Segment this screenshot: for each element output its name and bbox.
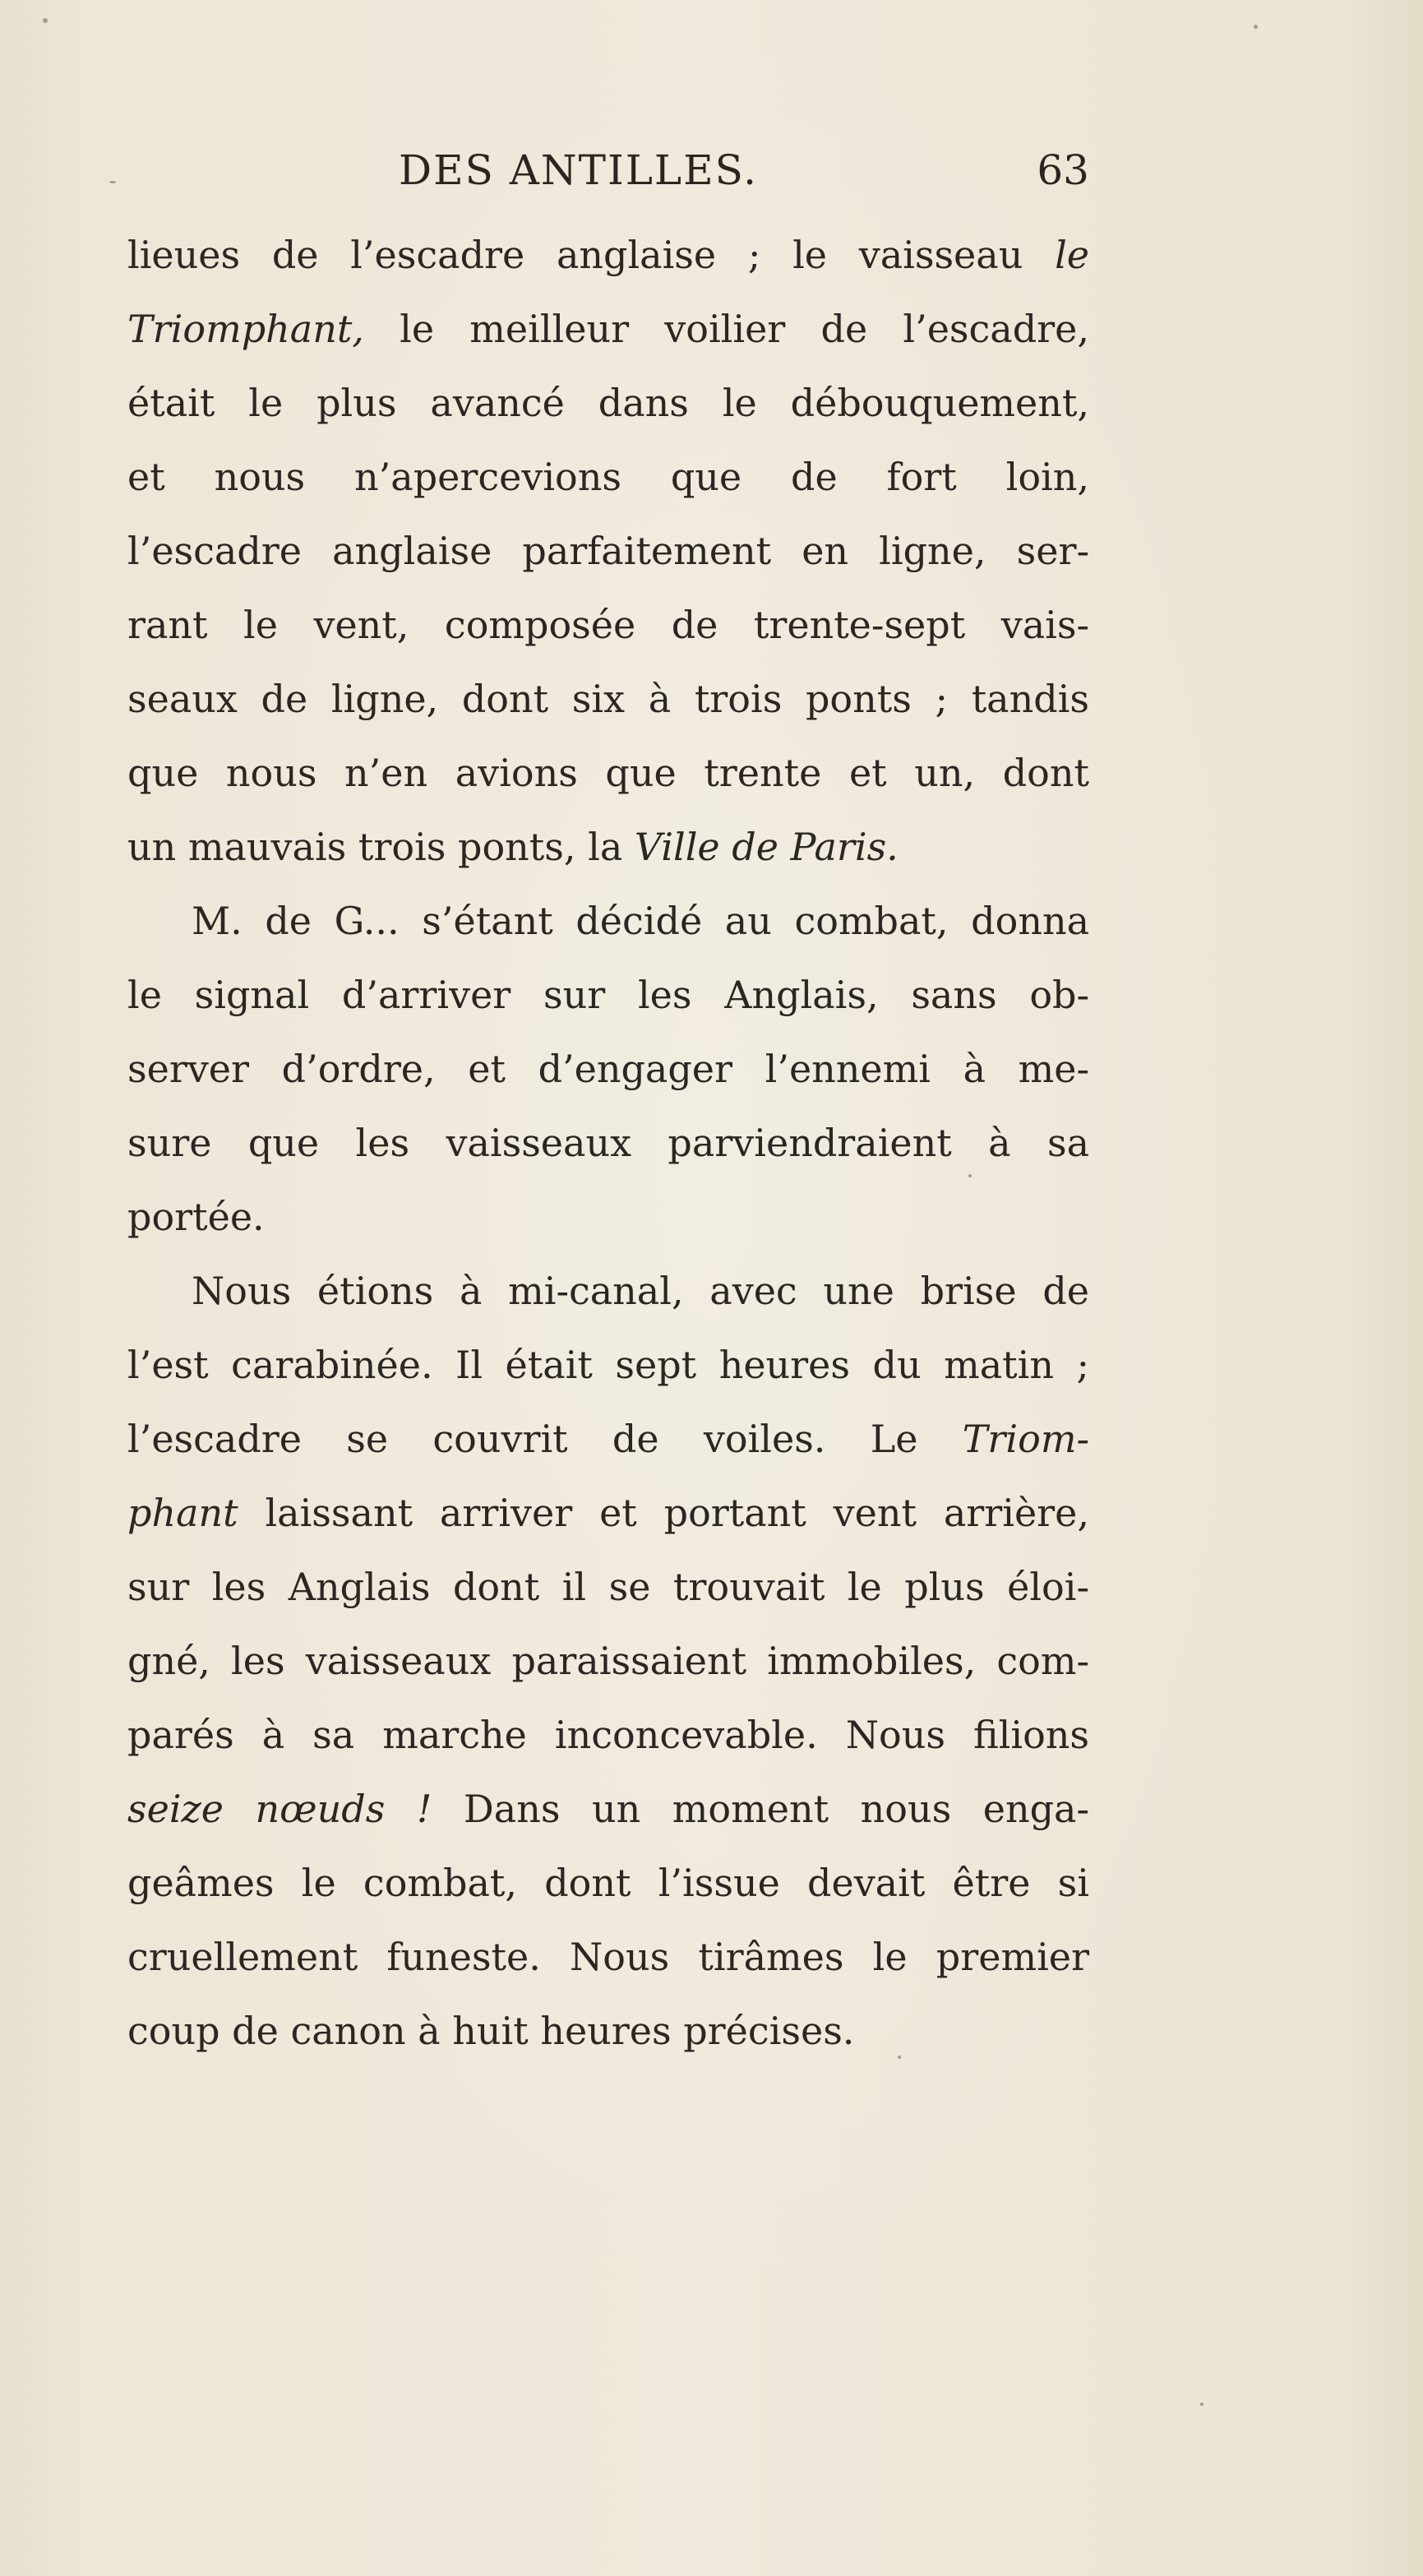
text-segment: cruellement funeste. Nous tirâmes le premier (127, 1935, 1089, 1979)
text-segment: portée. (127, 1195, 265, 1239)
text-line (127, 1476, 1089, 1550)
text-line (127, 588, 1089, 662)
page-header (127, 146, 1089, 212)
body-text (127, 218, 1089, 2068)
text-line (127, 1994, 1089, 2068)
text-segment: sur les Anglais dont il se trouvait le plus éloi- (127, 1565, 1089, 1609)
text-segment: le meilleur voilier de l’escadre, (363, 307, 1089, 351)
text-line (127, 1106, 1089, 1180)
text-segment: était le plus avancé dans le débouquement, (127, 381, 1089, 425)
text-segment: geâmes le combat, dont l’issue devait être si (127, 1861, 1089, 1905)
text-line (127, 736, 1089, 810)
text-line (127, 514, 1089, 588)
italic-segment: Ville de Paris. (634, 825, 899, 869)
text-segment: rant le vent, composée de trente-sept vais- (127, 603, 1089, 647)
text-line (127, 810, 1089, 884)
text-line (127, 1328, 1089, 1402)
text-segment: Dans un moment nous enga- (432, 1787, 1089, 1831)
text-segment: laissant arriver et portant vent arrière, (238, 1491, 1089, 1535)
text-line (127, 292, 1089, 366)
text-segment: seaux de ligne, dont six à trois ponts ; tandis (127, 677, 1089, 721)
text-line (127, 366, 1089, 440)
text-segment: et nous n’apercevions que de fort loin, (127, 455, 1089, 499)
text-line (127, 958, 1089, 1032)
italic-segment: phant (127, 1491, 238, 1535)
running-title: DES ANTILLES. (399, 146, 758, 194)
text-line (127, 1550, 1089, 1624)
text-segment: M. de G... s’étant décidé au combat, donna (192, 899, 1089, 943)
text-segment: sure que les vaisseaux parviendraient à sa (127, 1121, 1089, 1165)
text-line (127, 1254, 1089, 1328)
text-line (127, 884, 1089, 958)
text-segment: coup de canon à huit heures précises. (127, 2009, 855, 2053)
paper-speck (1200, 2403, 1204, 2406)
text-segment: l’escadre se couvrit de voiles. Le (127, 1417, 963, 1461)
text-line (127, 1846, 1089, 1920)
text-segment: parés à sa marche inconcevable. Nous filions (127, 1713, 1089, 1757)
text-line (127, 1180, 1089, 1254)
paper-speck (1254, 25, 1258, 29)
paper-speck (43, 18, 48, 23)
text-segment: Nous étions à mi-canal, avec une brise de (192, 1269, 1089, 1313)
text-segment: lieues de l’escadre anglaise ; le vaisseau (127, 233, 1056, 277)
text-line (127, 1920, 1089, 1994)
text-line (127, 218, 1089, 292)
text-segment: un mauvais trois ponts, la (127, 825, 635, 869)
text-segment: gné, les vaisseaux paraissaient immobiles, com- (127, 1639, 1089, 1683)
text-line (127, 1032, 1089, 1106)
text-line (127, 1624, 1089, 1698)
text-segment: l’escadre anglaise parfaitement en ligne, ser- (127, 529, 1089, 573)
italic-segment: le (1055, 233, 1089, 277)
text-line (127, 1772, 1089, 1846)
text-line (127, 1698, 1089, 1772)
text-line (127, 662, 1089, 736)
italic-segment: Triomphant, (127, 307, 364, 351)
text-line (127, 440, 1089, 514)
text-segment: server d’ordre, et d’engager l’ennemi à me- (127, 1047, 1089, 1091)
text-segment: l’est carabinée. Il était sept heures du matin ; (127, 1343, 1089, 1387)
italic-segment: seize nœuds ! (127, 1787, 432, 1831)
italic-segment: Triom- (962, 1417, 1089, 1461)
text-line (127, 1402, 1089, 1476)
paper-speck (109, 181, 116, 183)
page-number: 63 (1037, 146, 1089, 194)
text-segment: le signal d’arriver sur les Anglais, sans ob- (127, 973, 1089, 1017)
text-segment: que nous n’en avions que trente et un, dont (127, 751, 1089, 795)
